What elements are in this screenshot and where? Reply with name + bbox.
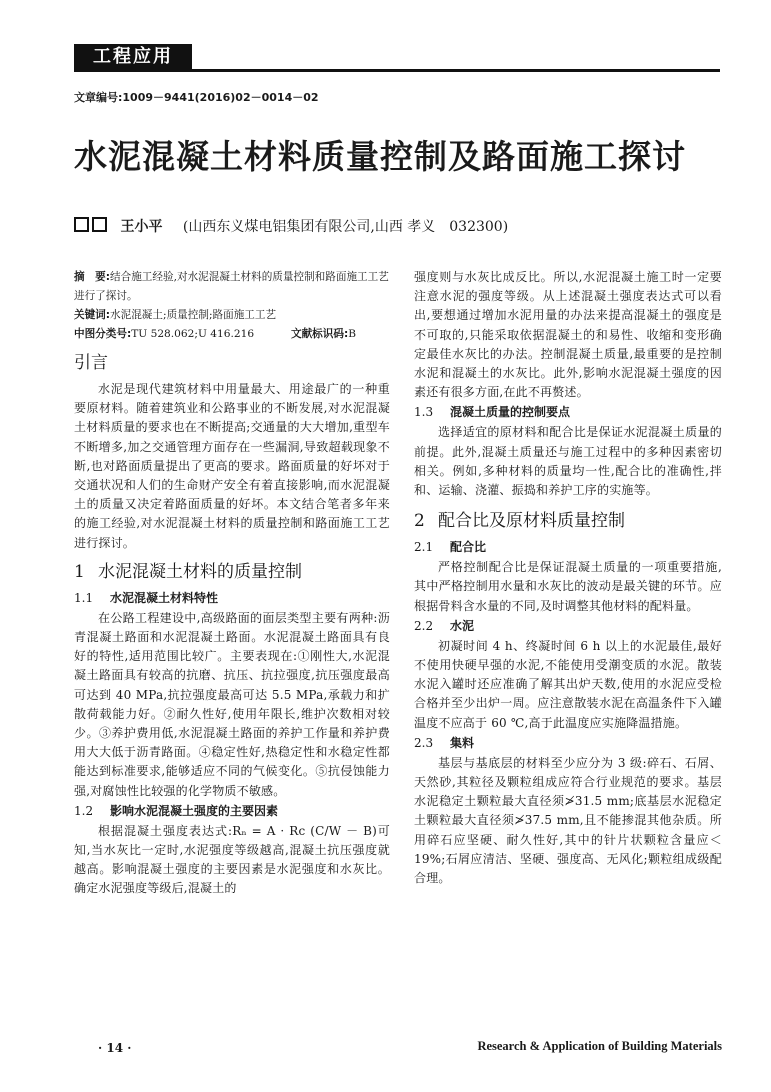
section-heading: 配合比及原材料质量控制	[438, 511, 625, 532]
right-column	[414, 268, 722, 888]
subsection-title-1-1	[74, 589, 390, 608]
paragraph-2-2: 初凝时间 4 h、终凝时间 6 h 以上的水泥最佳,最好不使用快硬早强的水泥,不能使用受潮变质的水泥。散装水泥入罐时还应准确了解其出炉天数,使用的水泥应受检合格并至少出炉一周。应注意散装水泥在高温条件下入罐温度不应高于 60 ℃,高于此温度应实施降温措施。	[414, 638, 722, 730]
subsection-title-1-3	[414, 403, 722, 422]
article-title: 水泥混凝土材料质量控制及路面施工探讨	[74, 137, 686, 176]
journal-name: Research & Application of Building Materials	[477, 1039, 722, 1053]
subsection-title-2-1	[414, 538, 722, 557]
subsection-number: 1.3	[414, 405, 434, 420]
section-title-intro: 引言	[74, 353, 108, 373]
subsection-heading: 配合比	[450, 540, 487, 555]
paragraph-1-1: 在公路工程建设中,高级路面的面层类型主要有两种:沥青混凝土路面和水泥混凝土路面。水泥混凝土路面具有良好的特性,适用范围比较广。主要表现在:①刚性大,水泥混凝土路面具有较高的抗磨、抗压、抗拉强度,抗压强度最高可达到 40 MPa,抗拉强度最高可达 5.5 MPa,承载力和扩散荷载能力好。②耐久性好,使用年限长,维护次数相对较少。③养护费用低,水泥混凝土路面的养护工作量和养护费用大大低于沥青路面。④稳定性好,热稳定性和水稳定性都能达到标准要求,能够适应不同的气候变化。⑤抗侵蚀能力强,对腐蚀性比较强的化学物质不敏感。	[74, 610, 390, 798]
abstract-text: 结合施工经验,对水泥混凝土材料的质量控制和路面施工工艺进行了探讨。	[74, 271, 389, 302]
paragraph-1-3: 选择适宜的原材料和配合比是保证水泥混凝土质量的前提。此外,混凝土质量还与施工过程中的多种因素密切相关。例如,多种材料的质量均一性,配合比的准确性,拌和、运输、浇灌、振捣和养护工序的实施等。	[414, 425, 722, 498]
paragraph-2-1: 严格控制配合比是保证混凝土质量的一项重要措施,其中严格控制用水量和水灰比的波动是最关键的环节。应根据骨料含水量的不同,及时调整其他材料的配料量。	[414, 560, 722, 613]
classification-value: TU 528.062;U 416.216	[131, 328, 255, 340]
subsection-title-1-2	[74, 802, 390, 821]
doc-code-value: B	[348, 328, 356, 340]
square-mark-icon	[92, 217, 107, 232]
subsection-number: 1.1	[74, 590, 94, 605]
subsection-heading: 影响水泥混凝土强度的主要因素	[110, 803, 279, 818]
article-number-value: 1009－9441(2016)02－0014－02	[122, 91, 319, 104]
column-tag: 工程应用	[74, 44, 192, 70]
abstract-label: 摘 要:	[74, 271, 111, 283]
author-name: 王小平	[120, 219, 163, 235]
article-number-label: 文章编号:	[74, 91, 123, 104]
subsection-heading: 集料	[450, 735, 475, 750]
author-affiliation: (山西东义煤电铝集团有限公司,山西 孝义 032300)	[182, 219, 509, 235]
square-mark-icon	[74, 217, 89, 232]
subsection-number: 2.2	[414, 618, 434, 633]
subsection-heading: 水泥	[450, 618, 475, 633]
section-title-1	[74, 561, 390, 583]
left-column	[74, 268, 390, 899]
subsection-number: 2.3	[414, 735, 434, 750]
subsection-number: 2.1	[414, 540, 434, 555]
subsection-heading: 水泥混凝土材料特性	[110, 590, 219, 605]
classification-label: 中图分类号:	[74, 328, 132, 340]
paragraph-1-2: 根据混凝土强度表达式:Rₙ = A · Rc (C/W － B)可知,当水灰比一定时,水泥强度等级越高,混凝土抗压强度就越高。影响混凝土强度的主要因素是水泥强度和水灰比。确定水泥强度等级后,混凝土的	[74, 823, 390, 896]
subsection-title-2-2	[414, 617, 722, 636]
section-number: 2	[414, 511, 425, 532]
keywords-text: 水泥混凝土;质量控制;路面施工工艺	[110, 309, 277, 321]
section-number: 1	[74, 561, 85, 582]
subsection-title-2-3	[414, 734, 722, 753]
subsection-number: 1.2	[74, 803, 94, 818]
header-rule	[74, 69, 720, 72]
classification-row	[74, 325, 390, 344]
doc-code-label: 文献标识码:	[290, 328, 349, 340]
section-heading: 水泥混凝土材料的质量控制	[98, 561, 302, 582]
keywords	[74, 306, 390, 325]
paragraph-1-2-continued: 强度则与水灰比成反比。所以,水泥混凝土施工时一定要注意水泥的强度等级。从上述混凝土强度表达式可以看出,要想通过增加水泥用量的办法来提高混凝土的强度是不可取的,只能采取依据混凝土的和易性、收缩和变形确定最佳水灰比的办法。控制混凝土质量,最重要的是控制水泥和混凝土的水灰比。此外,影响水泥混凝土强度的因素还有很多方面,在此不再赘述。	[414, 270, 722, 400]
paragraph-intro: 水泥是现代建筑材料中用量最大、用途最广的一种重要原材料。随着建筑业和公路事业的不断发展,对水泥混凝土材料质量的要求也在不断提高;交通量的大大增加,重型车不断增多,加之交通管理方面存在一些漏洞,导致超载现象不断,也对路面质量提出了更高的要求。路面质量的好坏对于交通状况和人们的生命财产安全有着直接影响,而水泥混凝土的质量又决定着路面质量的好坏。本文结合笔者多年来的施工经验,对水泥混凝土材料的质量控制和路面施工工艺进行探讨。	[74, 382, 390, 550]
keywords-label: 关键词:	[74, 309, 111, 321]
subsection-heading: 混凝土质量的控制要点	[450, 405, 571, 420]
paragraph-2-3: 基层与基底层的材料至少应分为 3 级:碎石、石屑、天然砂,其粒径及颗粒组成应符合行业规范的要求。基层水泥稳定土颗粒最大直径须≯31.5 mm;底基层水泥稳定土颗粒最大直径须≯37.5 mm,且不能掺混其他杂质。所用碎石应坚硬、耐久性好,其中的针片状颗粒含量应＜19%;石屑应清洁、坚硬、强度高、无风化;颗粒组成级配合理。	[414, 755, 722, 886]
author-line	[74, 216, 508, 236]
article-number	[74, 89, 319, 105]
section-title-2	[414, 510, 722, 532]
page-number: · 14 ·	[98, 1041, 132, 1055]
abstract	[74, 268, 390, 306]
